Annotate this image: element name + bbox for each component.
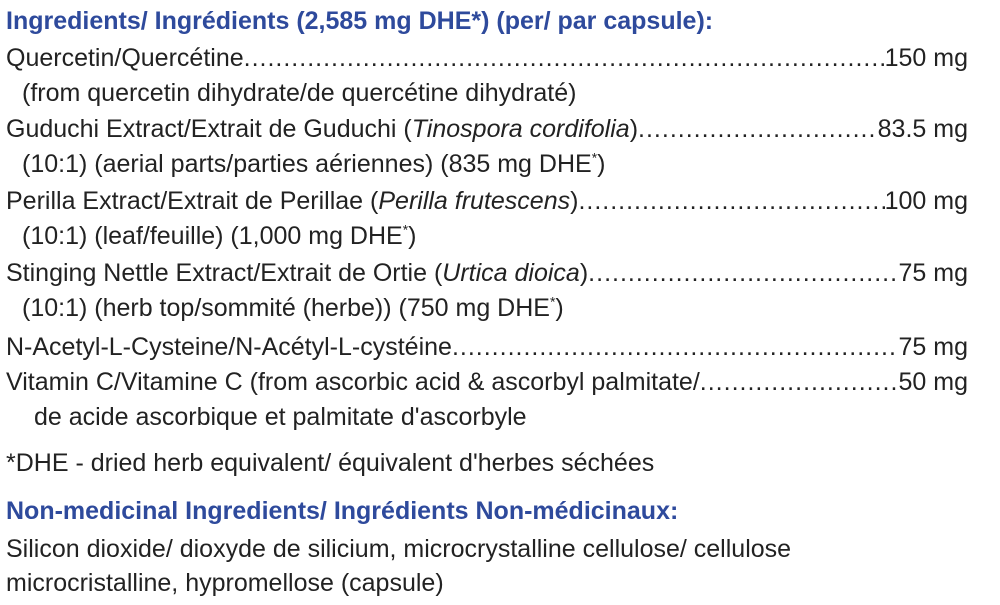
ingredient-name: Perilla Extract/Extrait de Perillae (Perilla frutescens): [6, 187, 579, 215]
latin-name: Perilla frutescens: [378, 187, 571, 215]
ingredient-source: (10:1) (herb top/sommité (herbe)) (750 mg DHE*): [22, 293, 564, 322]
leader-dots: [244, 41, 885, 75]
latin-name: Urtica dioica: [442, 259, 580, 287]
ingredient-amount: 75 mg: [898, 259, 968, 287]
ingredient-amount: 83.5 mg: [877, 115, 968, 143]
latin-name: Tinospora cordifolia: [411, 115, 630, 143]
ingredient-name: Vitamin C/Vitamine C (from ascorbic acid & ascorbyl palmitate/: [6, 368, 700, 396]
ingredient-source: de acide ascorbique et palmitate d'ascorbyle: [34, 403, 527, 431]
ingredients-heading: Ingredients/ Ingrédients (2,585 mg DHE*) (per/ par capsule):: [6, 7, 714, 35]
ingredient-row-vitamin-c: [6, 365, 968, 399]
ingredient-amount: 75 mg: [898, 333, 968, 361]
dhe-footnote: *DHE - dried herb equivalent/ équivalent d'herbes séchées: [6, 449, 655, 477]
ingredient-row-guduchi: [6, 112, 968, 146]
ingredient-name: Quercetin/Quercétine: [6, 44, 244, 72]
ingredient-source: (10:1) (leaf/feuille) (1,000 mg DHE*): [22, 221, 417, 250]
ingredient-name: Stinging Nettle Extract/Extrait de Ortie (Urtica dioica): [6, 259, 589, 287]
ingredient-amount: 150 mg: [884, 44, 968, 72]
leader-dots: [588, 256, 898, 290]
ingredient-source: (10:1) (aerial parts/parties aériennes) (835 mg DHE*): [22, 149, 606, 178]
nonmedicinal-text-line: microcristalline, hypromellose (capsule): [6, 569, 444, 597]
leader-dots: [452, 330, 899, 364]
ingredient-source: (from quercetin dihydrate/de quercétine dihydraté): [22, 79, 577, 107]
leader-dots: [638, 112, 878, 146]
leader-dots: [578, 184, 884, 218]
nonmedicinal-heading: Non-medicinal Ingredients/ Ingrédients Non-médicinaux:: [6, 497, 679, 525]
ingredient-name: N-Acetyl-L-Cysteine/N-Acétyl-L-cystéine: [6, 333, 452, 361]
ingredient-row-nac: [6, 330, 968, 364]
leader-dots: [700, 365, 899, 399]
nonmedicinal-text-line: Silicon dioxide/ dioxyde de silicium, microcrystalline cellulose/ cellulose: [6, 535, 792, 563]
ingredient-row-perilla: [6, 184, 968, 218]
ingredient-amount: 100 mg: [884, 187, 968, 215]
ingredient-name: Guduchi Extract/Extrait de Guduchi (Tinospora cordifolia): [6, 115, 639, 143]
ingredient-row-quercetin: [6, 41, 968, 75]
ingredient-amount: 50 mg: [898, 368, 968, 396]
ingredient-row-nettle: [6, 256, 968, 290]
